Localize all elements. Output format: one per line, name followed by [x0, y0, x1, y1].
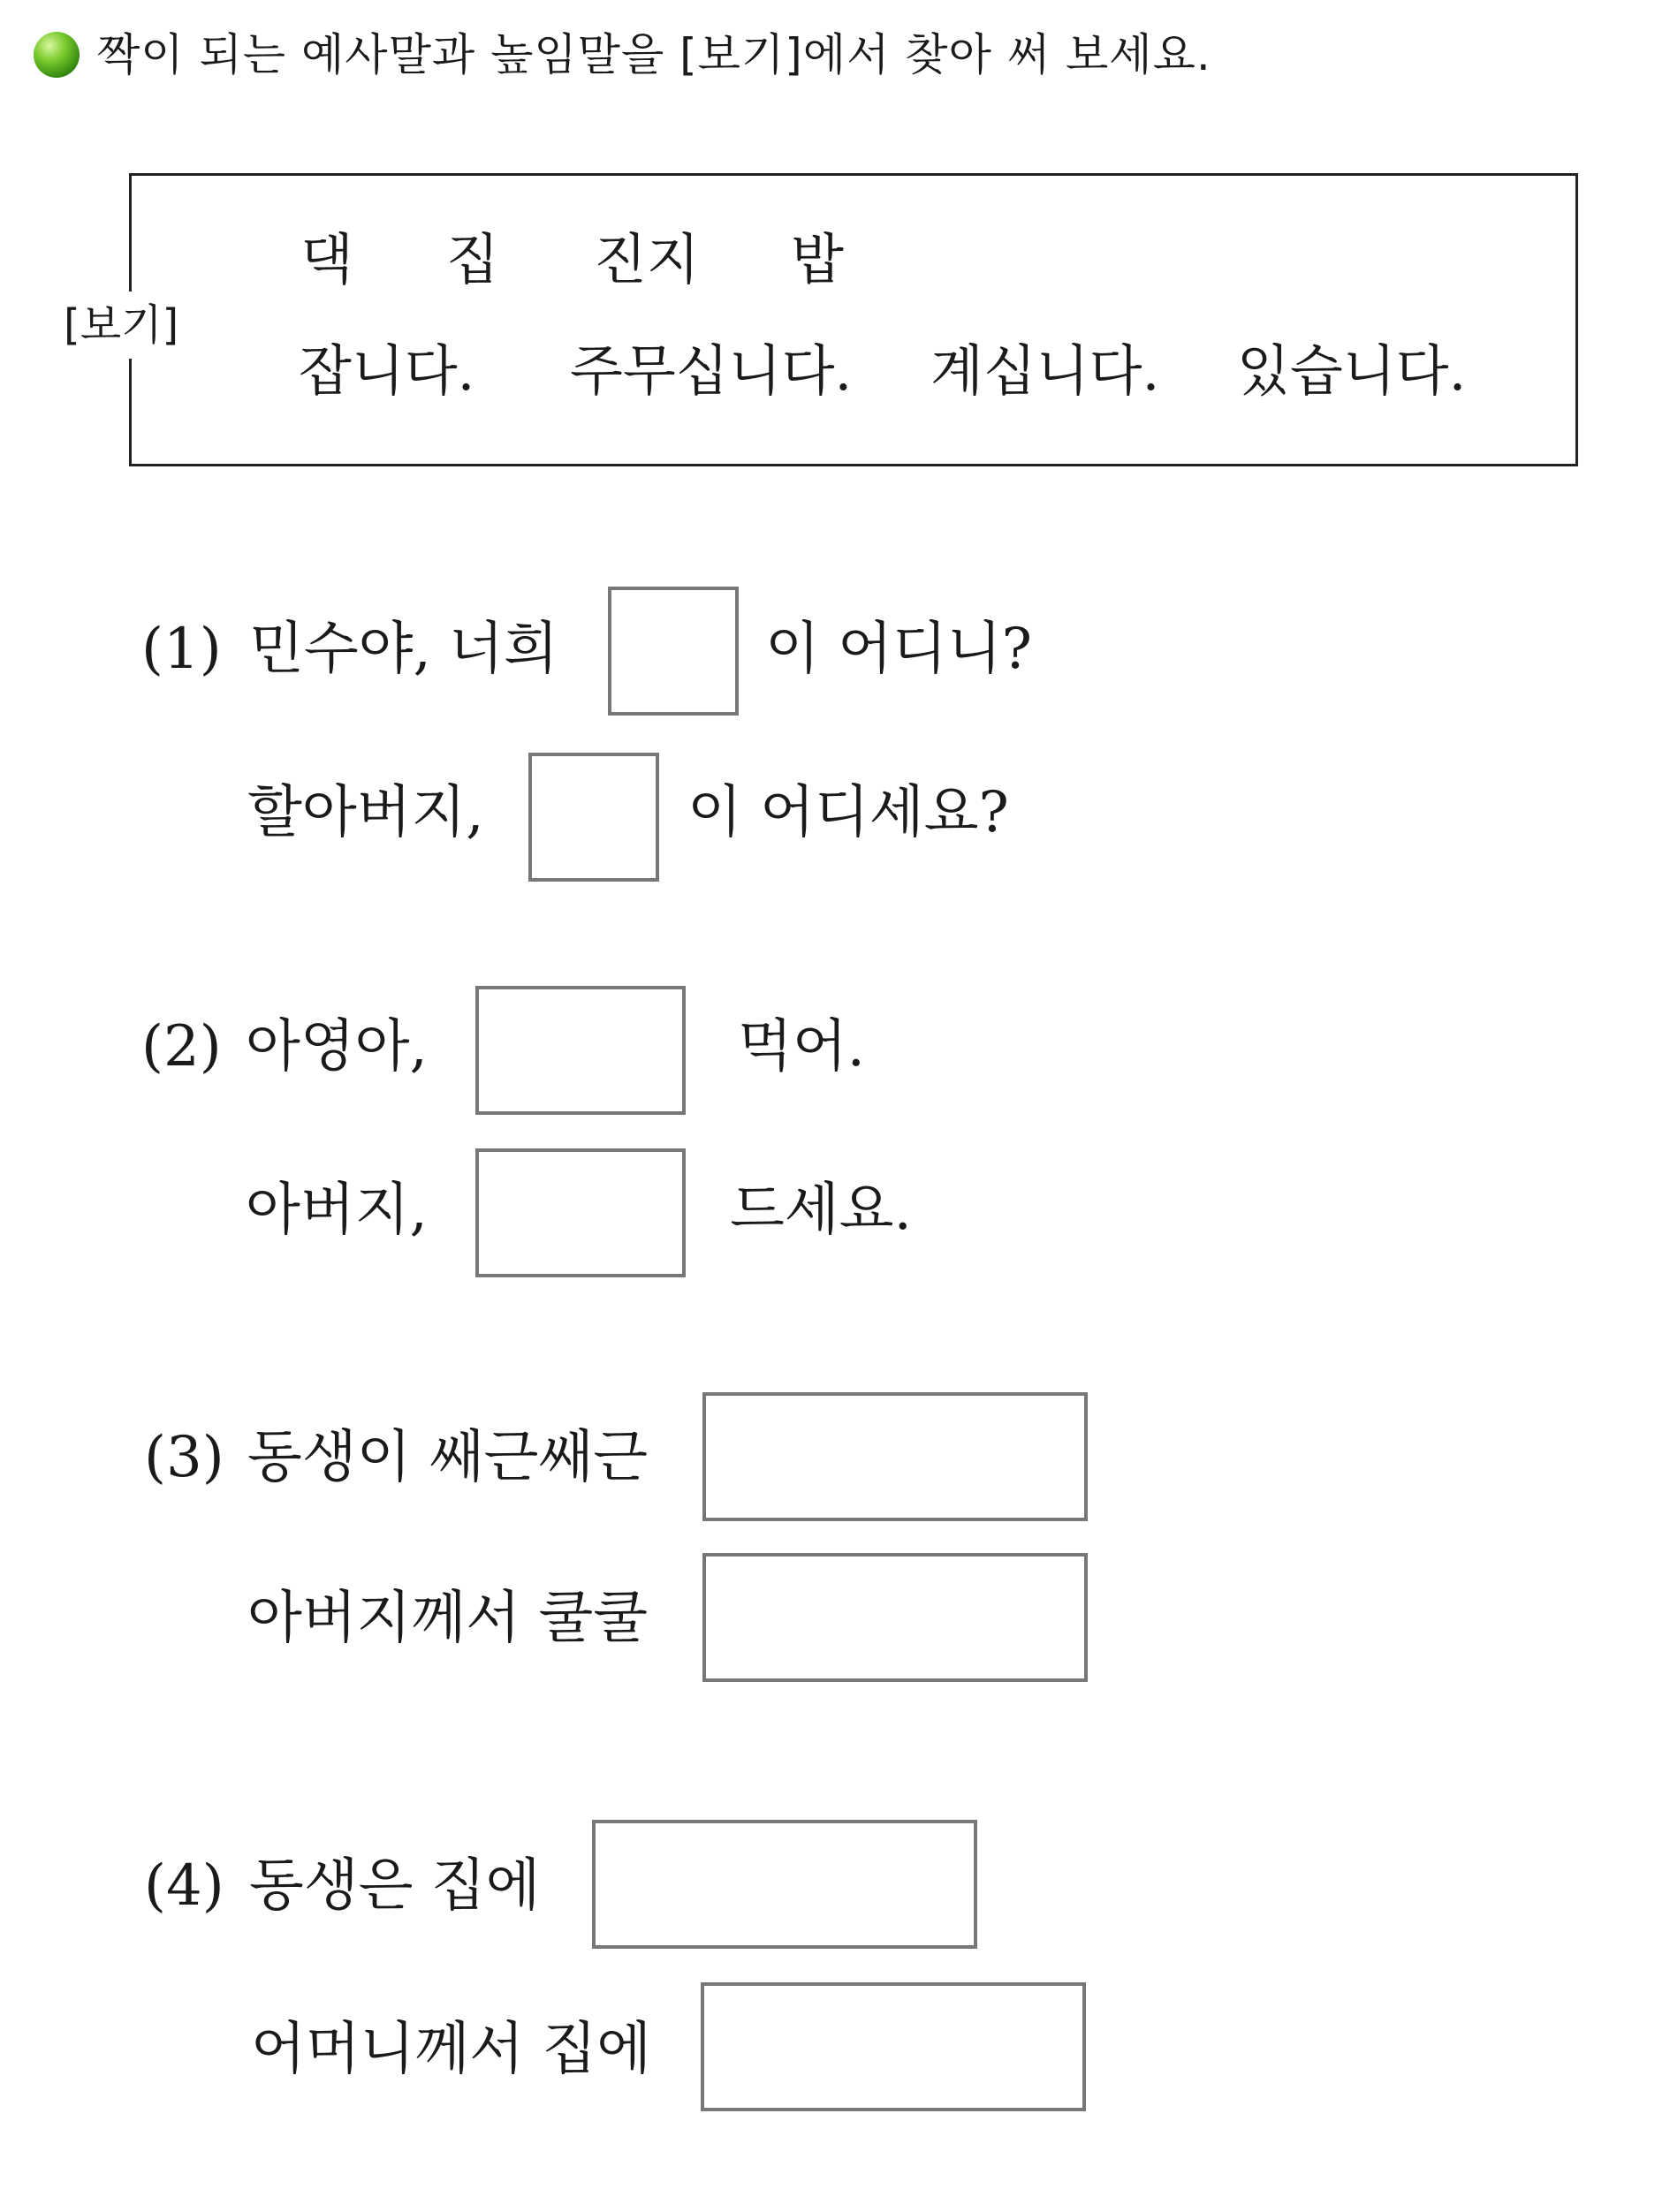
question-text-before: 어머니께서 집에: [251, 2017, 652, 2082]
answer-box[interactable]: [608, 587, 739, 716]
bogi-verb: 있습니다.: [1237, 338, 1467, 403]
instruction-text: 짝이 되는 예사말과 높임말을 [보기]에서 찾아 써 보세요.: [97, 29, 1211, 80]
question-text-after: 드세요.: [730, 1178, 912, 1243]
question-number: (3): [144, 1425, 224, 1490]
question-text-before: 할아버지,: [247, 780, 484, 845]
green-bullet-icon: [34, 32, 80, 78]
bogi-noun: 댁: [300, 227, 353, 292]
question-number: (2): [141, 1014, 222, 1079]
question-number: (4): [144, 1853, 224, 1919]
bogi-verb: 계십니다.: [930, 338, 1160, 403]
answer-box[interactable]: [592, 1820, 977, 1949]
question-text-before: 동생이 쌔근쌔근: [247, 1425, 649, 1490]
answer-box[interactable]: [475, 986, 686, 1115]
bogi-box: [129, 173, 1578, 466]
bogi-noun: 집: [446, 227, 499, 292]
answer-box[interactable]: [528, 753, 659, 882]
question-text-before: 아영아,: [246, 1014, 428, 1079]
question-text-before: 동생은 집에: [249, 1853, 541, 1919]
bogi-verb: 잡니다.: [299, 338, 475, 403]
question-text-before: 아버지께서 쿨쿨: [247, 1586, 649, 1651]
bogi-noun: 진지: [594, 227, 700, 292]
question-text-before: 아버지,: [246, 1178, 428, 1243]
question-text-after: 이 어디세요?: [687, 780, 1009, 845]
answer-box[interactable]: [475, 1148, 686, 1277]
answer-box[interactable]: [702, 1392, 1088, 1521]
answer-box[interactable]: [701, 1982, 1086, 2111]
question-text-before: 민수야, 너희: [249, 617, 558, 682]
bogi-label: [보기]: [64, 292, 178, 359]
question-number: (1): [141, 617, 222, 682]
bogi-noun: 밥: [791, 227, 844, 292]
answer-box[interactable]: [702, 1553, 1088, 1682]
question-text-after: 먹어.: [738, 1014, 865, 1079]
question-text-after: 이 어디니?: [765, 617, 1032, 682]
bogi-verb: 주무십니다.: [570, 338, 853, 403]
